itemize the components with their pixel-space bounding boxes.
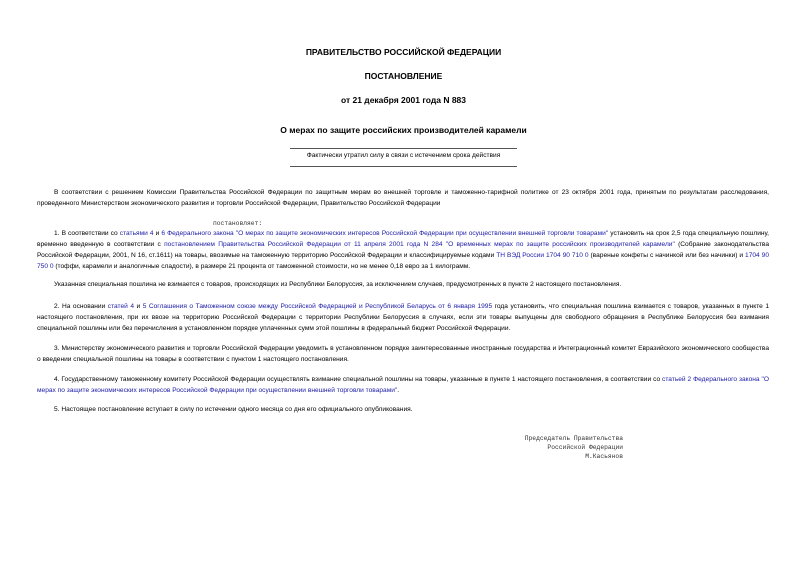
signature-block — [517, 434, 623, 461]
status-bottom-divider — [290, 166, 517, 167]
link-tn-ved-code-1[interactable]: ТН ВЭД России 1704 90 710 0 — [496, 252, 589, 259]
signature-name: М.Касьянов — [585, 453, 623, 460]
document-status: Фактически утратил силу в связи с истечением срока действия — [306, 152, 501, 159]
paragraph-1-exception: Указанная специальная пошлина не взимается с товаров, происходящих из Республики Белоруссия, за исключением случаев, предусмотренных в пункте 2 настоящего постановления. — [54, 281, 622, 288]
link-tn-ved-code-2[interactable]: 1704 90 750 0 — [37, 252, 770, 270]
status-top-divider — [290, 148, 517, 149]
link-federal-law[interactable]: Федерального закона "О мерах по защите экономических интересов Российской Федерации при осуществлении внешней торговли товарами" — [167, 230, 609, 237]
paragraph-2: 2. На основании статей 4 и 5 Соглашения о Таможенном союзе между Российской Федерацией и Республикой Беларусь от 6 января 1995 года установить, что специальная пошлина взимается с товаров, указанных в пункте 1 настоящего постановления, при их ввозе на территорию Российской Федерации с территории Республики Белоруссия в случаях, если эти товары выпущены для свободного обращения в Республике Белоруссия без взимания специальной пошлины или без перечисления в установленном порядке уплаченных сумм этой пошлины в федеральный бюджет Российской Федерации. — [37, 303, 769, 332]
paragraph-1: 1. В соответствии со статьями 4 и 6 Федерального закона "О мерах по защите экономических интересов Российской Федерации при осуществлении внешней торговли товарами" установить на срок 2,5 года специальную пошлину, временно введенную в соответствии с постановлением Правительства Российской Федерации от 11 апреля 2001 года N 284 "О временных мерах по защите российских производителей карамели" (Собрание законодательства Российской Федерации, 2001, N 16, ст.1611) на товары, ввозимые на таможенную территорию Российской Федерации и классифицируемые кодами ТН ВЭД России 1704 90 710 0 (вареные конфеты с начинкой или без начинки) и 1704 90 750 0 (тоффи, карамели и аналогичные сладости), в размере 21 процента от таможенной стоимости, но не менее 0,18 евро за 1 килограмм. — [37, 230, 770, 270]
link-resolution-284[interactable]: постановлением Правительства Российской Федерации от 11 апреля 2001 года N 284 "О временных мерах по защите российских производителей карамели" — [164, 241, 675, 248]
paragraph-5: 5. Настоящее постановление вступает в силу по истечении одного месяца со дня его официального опубликования. — [54, 406, 413, 413]
signature-country: Российской Федерации — [547, 444, 623, 451]
signature-position: Председатель Правительства — [524, 435, 623, 442]
paragraph-3: 3. Министерству экономического развития и торговли Российской Федерации уведомить в установленном порядке заинтересованные иностранные государства и Интеграционный комитет Евразийского экономического сообщества о введении специальной пошлины на товары в соответствии с пунктом 1 настоящего постановления. — [37, 345, 769, 363]
document-date-number: от 21 декабря 2001 года N 883 — [340, 95, 467, 105]
document-type: ПОСТАНОВЛЕНИЕ — [364, 71, 443, 81]
link-article-2-federal-law[interactable]: статьей 2 Федерального закона "О мерах по защите экономических интересов Российской Федерации при осуществлении внешней торговли товарами" — [37, 376, 769, 394]
link-articles-4[interactable]: статей 4 — [107, 303, 135, 310]
government-name: ПРАВИТЕЛЬСТВО РОССИЙСКОЙ ФЕДЕРАЦИИ — [305, 47, 502, 57]
intro-paragraph: В соответствии с решением Комиссии Правительства Российской Федерации по защитным мерам во внешней торговле и таможенно-тарифной политике от 23 октября 2001 года, принятым по результатам расследования, проведенного Министерством экономического развития и торговли Российской Федерации, Правительство Российской Федерации — [37, 189, 769, 207]
decree-word: постановляет: — [213, 220, 263, 227]
link-article-6[interactable]: 6 — [161, 230, 166, 237]
paragraph-4: 4. Государственному таможенному комитету Российской Федерации осуществлять взимание специальной пошлины на товары, указанные в пункте 1 настоящего постановления, в соответствии со статьей 2 Федерального закона "О мерах по защите экономических интересов Российской Федерации при осуществлении внешней торговли товарами". — [37, 376, 769, 394]
link-customs-union-agreement[interactable]: 5 Соглашения о Таможенном союзе между Российской Федерацией и Республикой Беларусь от 6 января 1995 — [142, 303, 493, 310]
document-title: О мерах по защите российских производителей карамели — [280, 125, 527, 135]
link-article-4[interactable]: статьями 4 — [119, 230, 154, 237]
